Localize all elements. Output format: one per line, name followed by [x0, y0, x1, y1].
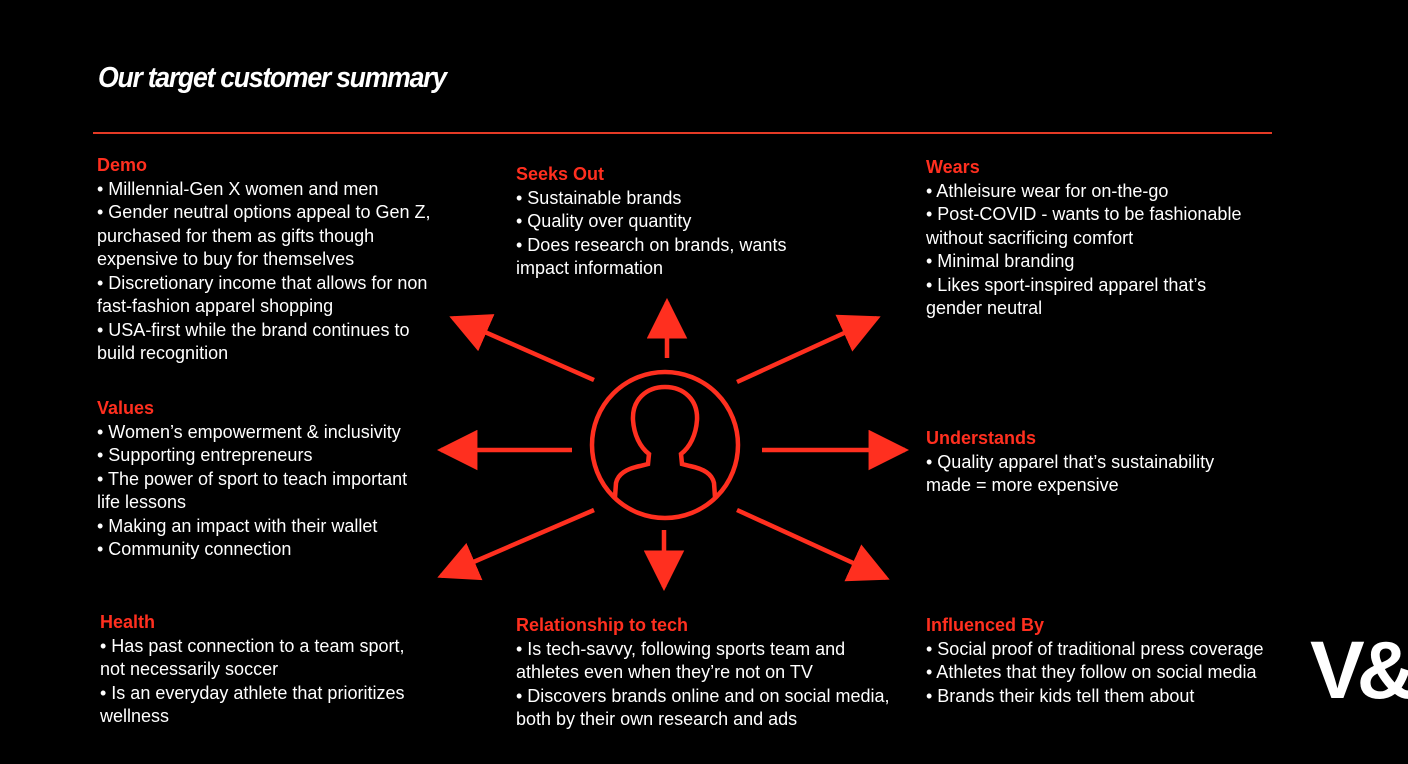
seeks-out-heading: Seeks Out — [516, 164, 605, 184]
bullet-line: • Sustainable brands — [516, 187, 682, 208]
seeks-out-section — [516, 163, 786, 281]
bullet-line: gender neutral — [926, 298, 1043, 318]
tech-section — [516, 614, 890, 732]
bullet-line: not necessarily soccer — [100, 659, 279, 679]
wears-heading: Wears — [926, 157, 980, 177]
bullet-line: impact information — [516, 258, 664, 278]
arrow-down-left — [441, 510, 594, 576]
bullet-line: wellness — [100, 706, 170, 726]
bullet-line: • Is an everyday athlete that prioritizes — [100, 682, 405, 703]
bullet-line: • Discretionary income that allows for non — [97, 272, 428, 293]
brand-logo: V& — [1310, 625, 1408, 716]
bullet-line: • Athletes that they follow on social media — [926, 662, 1257, 682]
values-lines — [97, 421, 407, 562]
bullet-line: • Women’s empowerment & inclusivity — [97, 421, 401, 442]
bullet-line: purchased for them as gifts though — [97, 225, 375, 246]
bullet-line: • USA-first while the brand continues to — [97, 319, 410, 340]
health-heading: Health — [100, 612, 156, 632]
bullet-line: • Is tech-savvy, following sports team and — [516, 638, 846, 659]
bullet-line: life lessons — [97, 492, 187, 512]
demo-lines — [97, 178, 431, 366]
bullet-line: • Gender neutral options appeal to Gen Z, — [97, 202, 431, 222]
bullet-line: made = more expensive — [926, 475, 1119, 495]
bullet-line: • Millennial-Gen X women and men — [97, 178, 379, 199]
bullet-line: • Does research on brands, wants — [516, 234, 787, 255]
influenced-by-heading: Influenced By — [926, 615, 1045, 635]
understands-lines — [926, 451, 1214, 498]
bullet-line: • Brands their kids tell them about — [926, 685, 1195, 706]
bullet-line: • Social proof of traditional press coverage — [926, 638, 1264, 659]
bullet-line: • Quality apparel that’s sustainability — [926, 451, 1215, 472]
bullet-line: • Athleisure wear for on-the-go — [926, 180, 1169, 201]
bullet-line: expensive to buy for themselves — [97, 249, 355, 269]
understands-heading: Understands — [926, 428, 1037, 448]
demo-heading: Demo — [97, 155, 148, 175]
arrow-down-right — [737, 510, 886, 578]
bullet-line: • Supporting entrepreneurs — [97, 445, 313, 465]
person-icon — [592, 372, 738, 518]
wears-section — [926, 156, 1241, 321]
bullet-line: build recognition — [97, 343, 229, 363]
bullet-line: • Quality over quantity — [516, 211, 692, 231]
influenced-by-section — [926, 614, 1263, 708]
arrow-up-left — [453, 318, 594, 380]
bullet-line: • Has past connection to a team sport, — [100, 635, 405, 656]
bullet-line: • Likes sport-inspired apparel that’s — [926, 274, 1207, 295]
bullet-line: • Discovers brands online and on social media, — [516, 685, 890, 706]
health-section — [100, 611, 404, 729]
bullet-line: • Minimal branding — [926, 251, 1075, 271]
values-section — [97, 397, 407, 562]
bullet-line: • Post-COVID - wants to be fashionable — [926, 204, 1242, 224]
tech-lines — [516, 638, 890, 732]
bullet-line: • The power of sport to teach important — [97, 468, 408, 489]
page-title: Our target customer summary — [98, 62, 446, 94]
bullet-line: without sacrificing comfort — [926, 227, 1134, 248]
influenced-by-lines — [926, 638, 1263, 709]
values-heading: Values — [97, 398, 155, 418]
health-lines — [100, 635, 404, 729]
bullet-line: athletes even when they’re not on TV — [516, 662, 813, 682]
arrow-up-right — [737, 318, 877, 382]
bullet-line: both by their own research and ads — [516, 709, 798, 729]
tech-heading: Relationship to tech — [516, 615, 689, 635]
bullet-line: fast-fashion apparel shopping — [97, 296, 334, 316]
understands-section — [926, 427, 1214, 498]
seeks-out-lines — [516, 187, 786, 281]
wears-lines — [926, 180, 1241, 321]
bullet-line: • Making an impact with their wallet — [97, 515, 378, 536]
bullet-line: • Community connection — [97, 539, 292, 559]
demo-section — [97, 154, 431, 366]
